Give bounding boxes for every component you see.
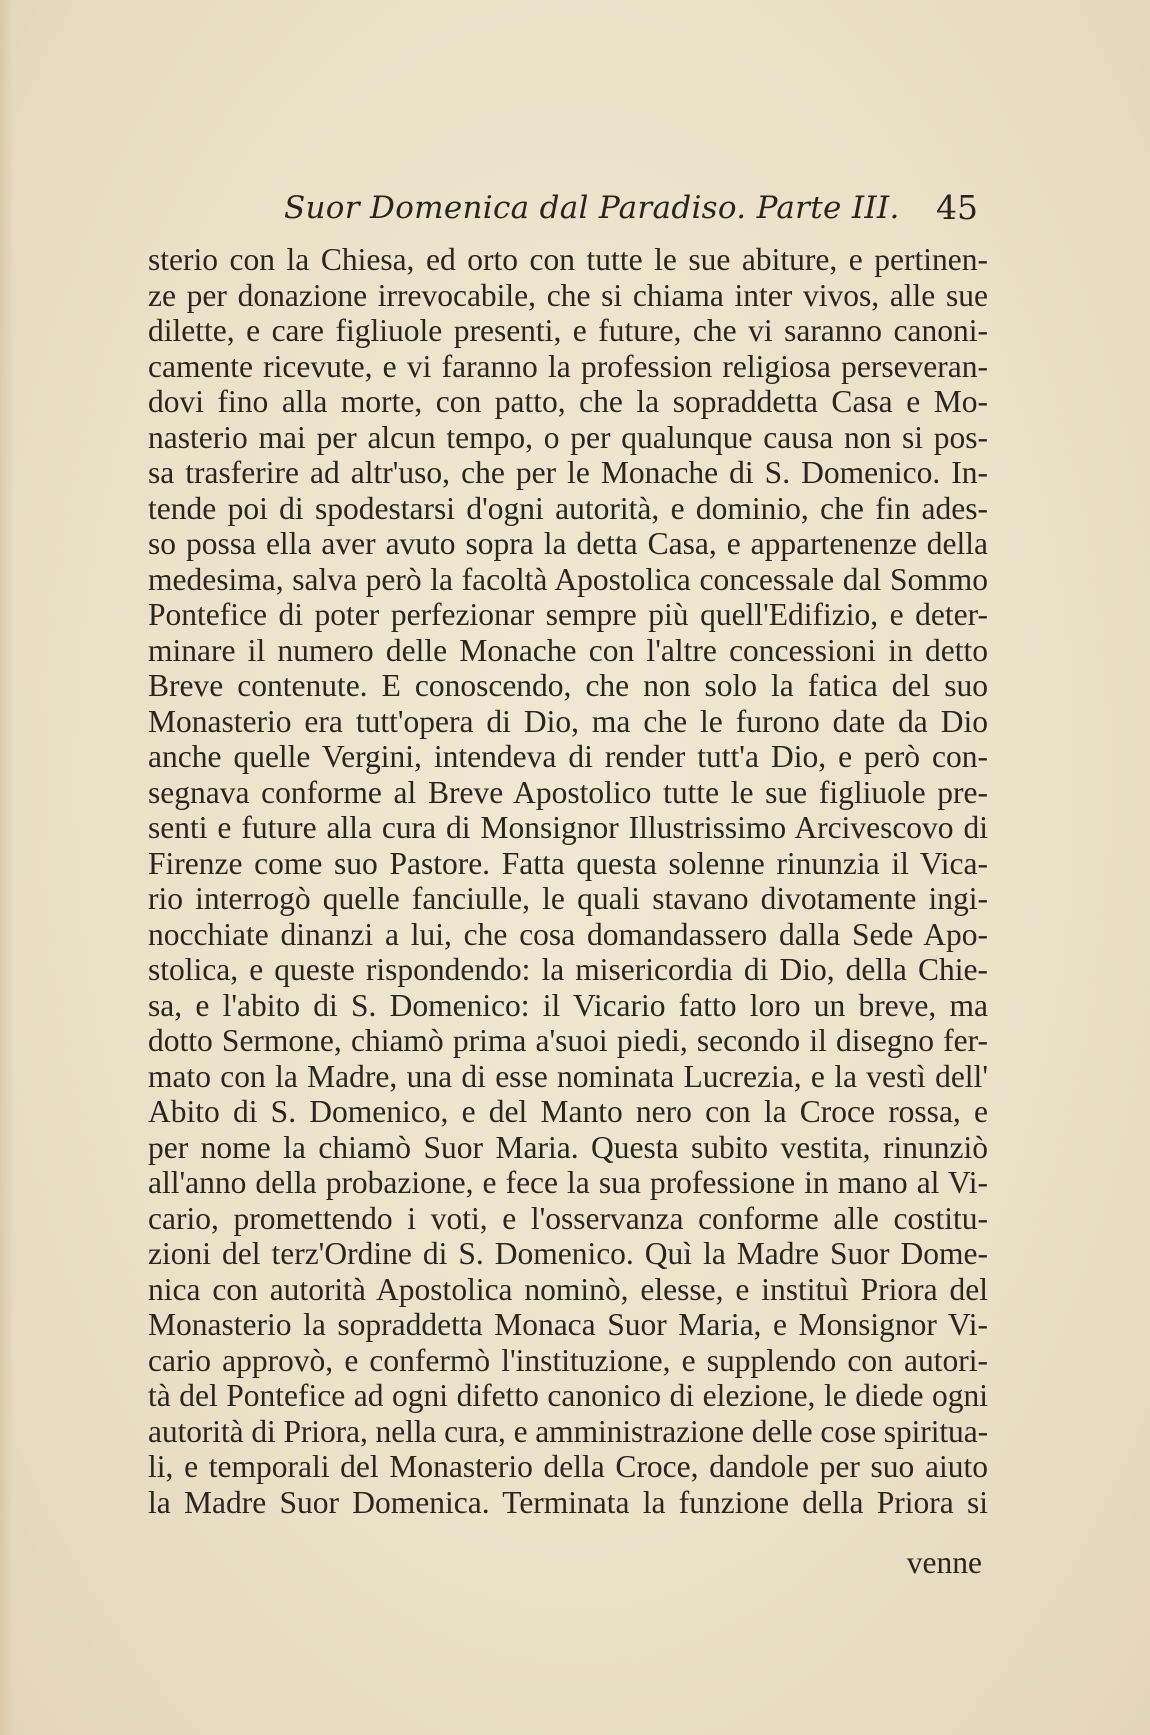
text-line: nasterio mai per alcun tempo, o per qualunque causa non si pos- — [148, 419, 988, 455]
text-line: minare il numero delle Monache con l'altre concessioni in detto — [148, 632, 988, 668]
text-line: sa, e l'abito di S. Domenico: il Vicario fatto loro un breve, ma — [148, 987, 988, 1023]
text-line: li, e temporali del Monasterio della Croce, dandole per suo aiuto — [148, 1449, 988, 1484]
text-line: dilette, e care figliuole presenti, e future, che vi saranno canoni- — [148, 313, 988, 348]
text-line: Abito di S. Domenico, e del Manto nero con la Croce rossa, e — [148, 1094, 988, 1129]
text-line: Monasterio era tutt'opera di Dio, ma che le furono date da Dio — [148, 703, 988, 739]
page-binding-shadow — [0, 0, 14, 1735]
text-line: segnava conforme al Breve Apostolico tutte le sue figliuole pre- — [148, 774, 988, 810]
text-line: senti e future alla cura di Monsignor Illustrissimo Arcivescovo di — [148, 810, 988, 845]
text-line: all'anno della probazione, e fece la sua professione in mano al Vi- — [148, 1165, 988, 1200]
text-line: mato con la Madre, una di esse nominata Lucrezia, e la vestì dell' — [148, 1058, 988, 1094]
text-line: dovi fino alla morte, con patto, che la sopraddetta Casa e Mo- — [148, 384, 988, 419]
text-line: camente ricevute, e vi faranno la profession religiosa perseveran- — [148, 348, 988, 384]
text-line: sa trasferire ad altr'uso, che per le Monache di S. Domenico. In- — [148, 455, 988, 490]
page-number: 45 — [936, 188, 978, 227]
text-line: cario approvò, e confermò l'instituzione, e supplendo con autori- — [148, 1342, 988, 1378]
text-line: per nome la chiamò Suor Maria. Questa subito vestita, rinunziò — [148, 1129, 988, 1165]
catchword: venne — [906, 1545, 982, 1580]
text-line: la Madre Suor Domenica. Terminata la funzione della Priora si — [148, 1484, 988, 1520]
text-line: stolica, e queste rispondendo: la misericordia di Dio, della Chie- — [148, 952, 988, 987]
text-line: zioni del terz'Ordine di S. Domenico. Quì la Madre Suor Dome- — [148, 1236, 988, 1271]
text-line: so possa ella aver avuto sopra la detta Casa, e appartenenze della — [148, 526, 988, 561]
text-line: ze per donazione irrevocabile, che si chiama inter vivos, alle sue — [148, 277, 988, 313]
text-line: tà del Pontefice ad ogni difetto canonico di elezione, le diede ogni — [148, 1378, 988, 1413]
text-line: Pontefice di poter perfezionar sempre più quell'Edifizio, e deter- — [148, 597, 988, 632]
running-title: Suor Domenica dal Paradiso. Parte III. — [284, 190, 900, 226]
text-line: nica con autorità Apostolica nominò, elesse, e instituì Priora del — [148, 1271, 988, 1307]
text-line: dotto Sermone, chiamò prima a'suoi piedi, secondo il disegno fer- — [148, 1023, 988, 1058]
text-line: Monasterio la sopraddetta Monaca Suor Maria, e Monsignor Vi- — [148, 1307, 988, 1342]
text-line: medesima, salva però la facoltà Apostolica concessale dal Sommo — [148, 561, 988, 597]
text-line: rio interrogò quelle fanciulle, le quali stavano divotamente ingi- — [148, 881, 988, 916]
body-text — [148, 242, 988, 1520]
text-line: anche quelle Vergini, intendeva di render tutt'a Dio, e però con- — [148, 739, 988, 774]
text-line: tende poi di spodestarsi d'ogni autorità, e dominio, che fin ades- — [148, 490, 988, 526]
text-line: cario, promettendo i voti, e l'osservanza conforme alle costitu- — [148, 1200, 988, 1236]
text-line: Firenze come suo Pastore. Fatta questa solenne rinunzia il Vica- — [148, 845, 988, 881]
text-line: sterio con la Chiesa, ed orto con tutte le sue abiture, e pertinen- — [148, 242, 988, 277]
text-line: Breve contenute. E conoscendo, che non solo la fatica del suo — [148, 668, 988, 703]
text-line: autorità di Priora, nella cura, e amministrazione delle cose spiritua- — [148, 1413, 988, 1449]
text-line: nocchiate dinanzi a lui, che cosa domandassero dalla Sede Apo- — [148, 916, 988, 952]
page-header — [148, 190, 988, 234]
